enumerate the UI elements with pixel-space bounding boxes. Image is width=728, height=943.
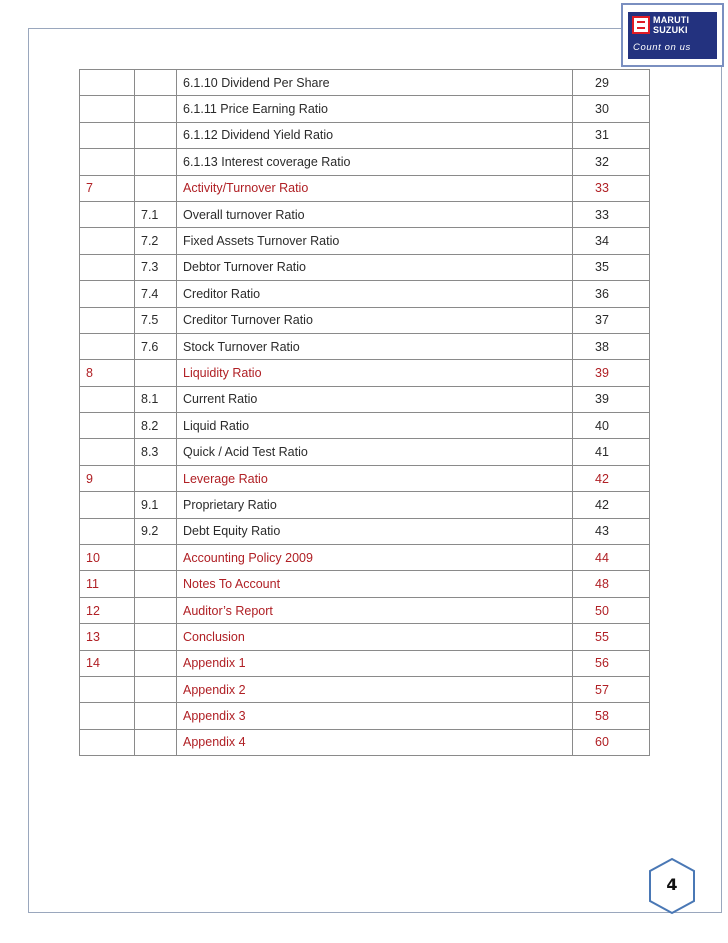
toc-entry-title: Auditor’s Report xyxy=(177,597,573,623)
toc-row xyxy=(80,597,650,623)
toc-section-number: 11 xyxy=(80,571,135,597)
toc-entry-title: Liquid Ratio xyxy=(177,413,573,439)
toc-row xyxy=(80,70,650,96)
toc-subsection-number: 8.2 xyxy=(135,413,177,439)
toc-page-number: 31 xyxy=(573,122,650,148)
toc-section-number xyxy=(80,228,135,254)
toc-page-number: 42 xyxy=(573,492,650,518)
toc-subsection-number: 7.2 xyxy=(135,228,177,254)
toc-subsection-number xyxy=(135,571,177,597)
toc-section-number xyxy=(80,386,135,412)
toc-section-number xyxy=(80,729,135,755)
toc-page-number: 43 xyxy=(573,518,650,544)
toc-section-number: 12 xyxy=(80,597,135,623)
toc-section-number xyxy=(80,281,135,307)
toc-entry-title: Debtor Turnover Ratio xyxy=(177,254,573,280)
toc-row xyxy=(80,228,650,254)
toc-subsection-number xyxy=(135,650,177,676)
toc-entry-title: Creditor Turnover Ratio xyxy=(177,307,573,333)
toc-row xyxy=(80,465,650,491)
toc-subsection-number xyxy=(135,149,177,175)
toc-subsection-number: 7.4 xyxy=(135,281,177,307)
toc-row xyxy=(80,254,650,280)
toc-row xyxy=(80,571,650,597)
toc-entry-title: Activity/Turnover Ratio xyxy=(177,175,573,201)
toc-row xyxy=(80,413,650,439)
toc-row xyxy=(80,729,650,755)
logo-brand-line1: MARUTI xyxy=(653,15,690,25)
toc-section-number xyxy=(80,254,135,280)
page-number-badge xyxy=(647,857,697,915)
toc-row xyxy=(80,650,650,676)
page-number: 4 xyxy=(666,875,678,894)
toc-subsection-number xyxy=(135,624,177,650)
toc-subsection-number: 7.5 xyxy=(135,307,177,333)
toc-entry-title: Proprietary Ratio xyxy=(177,492,573,518)
toc-section-number xyxy=(80,413,135,439)
toc-page-number: 39 xyxy=(573,360,650,386)
toc-subsection-number xyxy=(135,122,177,148)
toc-page-number: 36 xyxy=(573,281,650,307)
toc-section-number xyxy=(80,201,135,227)
toc-section-number: 14 xyxy=(80,650,135,676)
toc-entry-title: Conclusion xyxy=(177,624,573,650)
toc-subsection-number xyxy=(135,360,177,386)
toc-page-number: 57 xyxy=(573,676,650,702)
toc-page-number: 29 xyxy=(573,70,650,96)
toc-page-number: 41 xyxy=(573,439,650,465)
toc-subsection-number xyxy=(135,597,177,623)
toc-subsection-number xyxy=(135,676,177,702)
toc-page-number: 33 xyxy=(573,201,650,227)
toc-row xyxy=(80,281,650,307)
toc-page-number: 50 xyxy=(573,597,650,623)
toc-page-number: 56 xyxy=(573,650,650,676)
toc-entry-title: Debt Equity Ratio xyxy=(177,518,573,544)
toc-row xyxy=(80,624,650,650)
toc-entry-title: Notes To Account xyxy=(177,571,573,597)
toc-page-number: 48 xyxy=(573,571,650,597)
toc-entry-title: Accounting Policy 2009 xyxy=(177,545,573,571)
toc-page-number: 33 xyxy=(573,175,650,201)
toc-entry-title: Appendix 3 xyxy=(177,703,573,729)
toc-entry-title: Appendix 2 xyxy=(177,676,573,702)
toc-section-number xyxy=(80,70,135,96)
toc-entry-title: Liquidity Ratio xyxy=(177,360,573,386)
toc-subsection-number: 9.2 xyxy=(135,518,177,544)
toc-subsection-number: 9.1 xyxy=(135,492,177,518)
toc-entry-title: 6.1.10 Dividend Per Share xyxy=(177,70,573,96)
toc-section-number xyxy=(80,149,135,175)
toc-page-number: 32 xyxy=(573,149,650,175)
toc-entry-title: 6.1.12 Dividend Yield Ratio xyxy=(177,122,573,148)
logo-tagline: Count on us xyxy=(633,42,691,53)
toc-row xyxy=(80,518,650,544)
toc-entry-title: Current Ratio xyxy=(177,386,573,412)
toc-entry-title: Appendix 1 xyxy=(177,650,573,676)
toc-entry-title: Quick / Acid Test Ratio xyxy=(177,439,573,465)
toc-page-number: 60 xyxy=(573,729,650,755)
toc-section-number: 8 xyxy=(80,360,135,386)
toc-row xyxy=(80,96,650,122)
toc-page-number: 44 xyxy=(573,545,650,571)
toc-subsection-number: 7.3 xyxy=(135,254,177,280)
toc-row xyxy=(80,386,650,412)
suzuki-s-icon xyxy=(632,16,650,34)
toc-entry-title: Appendix 4 xyxy=(177,729,573,755)
toc-section-number: 13 xyxy=(80,624,135,650)
toc-section-number xyxy=(80,307,135,333)
toc-entry-title: 6.1.11 Price Earning Ratio xyxy=(177,96,573,122)
toc-page-number: 40 xyxy=(573,413,650,439)
toc-page-number: 34 xyxy=(573,228,650,254)
toc-entry-title: Leverage Ratio xyxy=(177,465,573,491)
toc-page-number: 38 xyxy=(573,333,650,359)
toc-row xyxy=(80,676,650,702)
toc-page-number: 42 xyxy=(573,465,650,491)
toc-section-number xyxy=(80,439,135,465)
toc-subsection-number: 8.1 xyxy=(135,386,177,412)
toc-subsection-number xyxy=(135,96,177,122)
toc-subsection-number: 7.1 xyxy=(135,201,177,227)
toc-section-number xyxy=(80,518,135,544)
toc-body xyxy=(80,70,650,756)
logo-brand-line2: SUZUKI xyxy=(653,25,688,35)
toc-subsection-number xyxy=(135,175,177,201)
toc-page-number: 30 xyxy=(573,96,650,122)
toc-subsection-number xyxy=(135,729,177,755)
toc-entry-title: 6.1.13 Interest coverage Ratio xyxy=(177,149,573,175)
toc-entry-title: Stock Turnover Ratio xyxy=(177,333,573,359)
toc-section-number: 10 xyxy=(80,545,135,571)
toc-page-number: 55 xyxy=(573,624,650,650)
toc-section-number xyxy=(80,333,135,359)
toc-section-number xyxy=(80,96,135,122)
toc-page-number: 39 xyxy=(573,386,650,412)
toc-subsection-number xyxy=(135,703,177,729)
toc-page-number: 35 xyxy=(573,254,650,280)
logo-badge xyxy=(628,12,717,59)
toc-section-number xyxy=(80,703,135,729)
toc-row xyxy=(80,703,650,729)
company-logo xyxy=(621,3,724,67)
toc-section-number: 7 xyxy=(80,175,135,201)
toc-section-number: 9 xyxy=(80,465,135,491)
toc-row xyxy=(80,360,650,386)
toc-subsection-number xyxy=(135,465,177,491)
table-of-contents xyxy=(79,69,650,756)
toc-row xyxy=(80,545,650,571)
toc-subsection-number xyxy=(135,545,177,571)
toc-page-number: 58 xyxy=(573,703,650,729)
toc-row xyxy=(80,149,650,175)
toc-row xyxy=(80,201,650,227)
toc-row xyxy=(80,439,650,465)
toc-entry-title: Overall turnover Ratio xyxy=(177,201,573,227)
toc-row xyxy=(80,175,650,201)
toc-row xyxy=(80,307,650,333)
toc-subsection-number: 7.6 xyxy=(135,333,177,359)
toc-entry-title: Fixed Assets Turnover Ratio xyxy=(177,228,573,254)
toc-page-number: 37 xyxy=(573,307,650,333)
toc-section-number xyxy=(80,676,135,702)
toc-section-number xyxy=(80,492,135,518)
toc-subsection-number: 8.3 xyxy=(135,439,177,465)
toc-section-number xyxy=(80,122,135,148)
toc-row xyxy=(80,333,650,359)
toc-row xyxy=(80,122,650,148)
toc-row xyxy=(80,492,650,518)
toc-entry-title: Creditor Ratio xyxy=(177,281,573,307)
toc-subsection-number xyxy=(135,70,177,96)
